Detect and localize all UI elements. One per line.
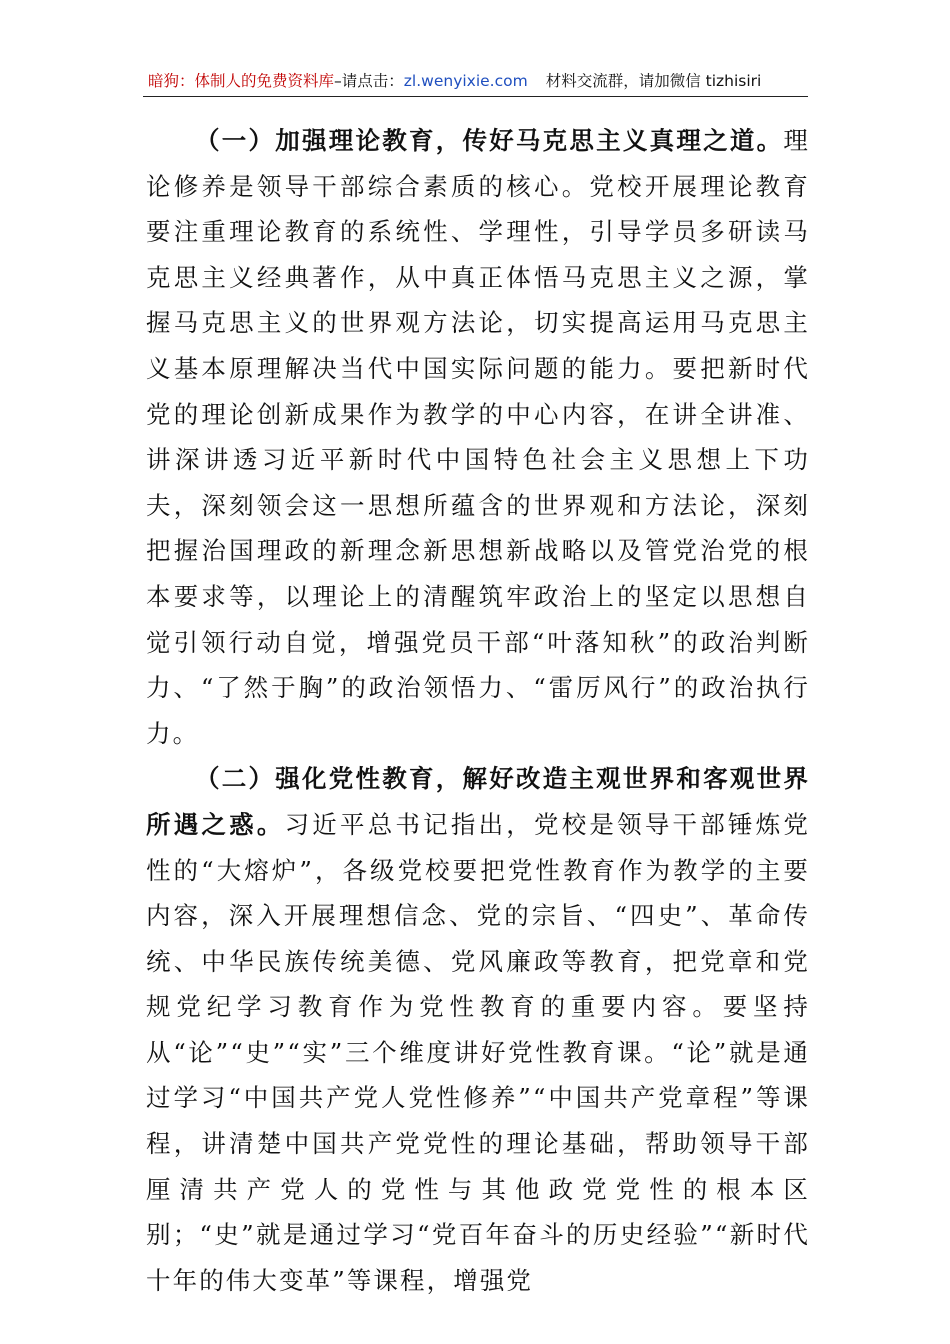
paragraph-heading: （一）加强理论教育，传好马克思主义真理之道。 [195, 126, 784, 155]
paragraph-body: 理论修养是领导干部综合素质的核心。党校开展理论教育要注重理论教育的系统性、学理性，引导学员多研读马克思主义经典著作，从中真正体悟马克思主义之源，掌握马克思主义的世界观方法论，切实提高运用马克思主义基本原理解决当代中国实际问题的能力。要把新时代党的理论创新成果作为教学的中心内容，在讲全讲准、讲深讲透习近平新时代中国特色社会主义思想上下功夫，深刻领会这一思想所蕴含的世界观和方法论，深刻把握治国理政的新理念新思想新战略以及管党治党的根本要求等，以理论上的清醒筑牢政治上的坚定以思想自觉引领行动自觉，增强党员干部“叶落知秋”的政治判断力、“了然于胸”的政治领悟力、“雷厉风行”的政治执行力。 [146, 126, 810, 748]
paragraph-heading: （二）强化党性教育，解好改造主观世界和客观世界所遇之惑。 [146, 764, 810, 839]
page-header [148, 66, 808, 96]
header-contact-text: 材料交流群，请加微信 tizhisiri [545, 72, 762, 90]
header-website-link[interactable]: zl.wenyixie.com [403, 72, 528, 90]
document-body [146, 118, 810, 1303]
header-divider [143, 96, 808, 97]
paragraph-party-spirit-education [146, 756, 810, 1303]
header-prompt-text: –请点击： [334, 72, 404, 90]
header-brand-text: 暗狗：体制人的免费资料库 [148, 72, 335, 90]
paragraph-body: 习近平总书记指出，党校是领导干部锤炼党性的“大熔炉”，各级党校要把党性教育作为教学的主要内容，深入开展理想信念、党的宗旨、“四史”、革命传统、中华民族传统美德、党风廉政等教育，把党章和党规党纪学习教育作为党性教育的重要内容。要坚持从“论”“史”“实”三个维度讲好党性教育课。“论”就是通过学习“中国共产党人党性修养”“中国共产党章程”等课程，讲清楚中国共产党党性的理论基础，帮助领导干部厘清共产党人的党性与其他政党党性的根本区别；“史”就是通过学习“党百年奋斗的历史经验”“新时代十年的伟大变革”等课程，增强党 [146, 809, 811, 1295]
paragraph-theory-education [146, 118, 810, 756]
